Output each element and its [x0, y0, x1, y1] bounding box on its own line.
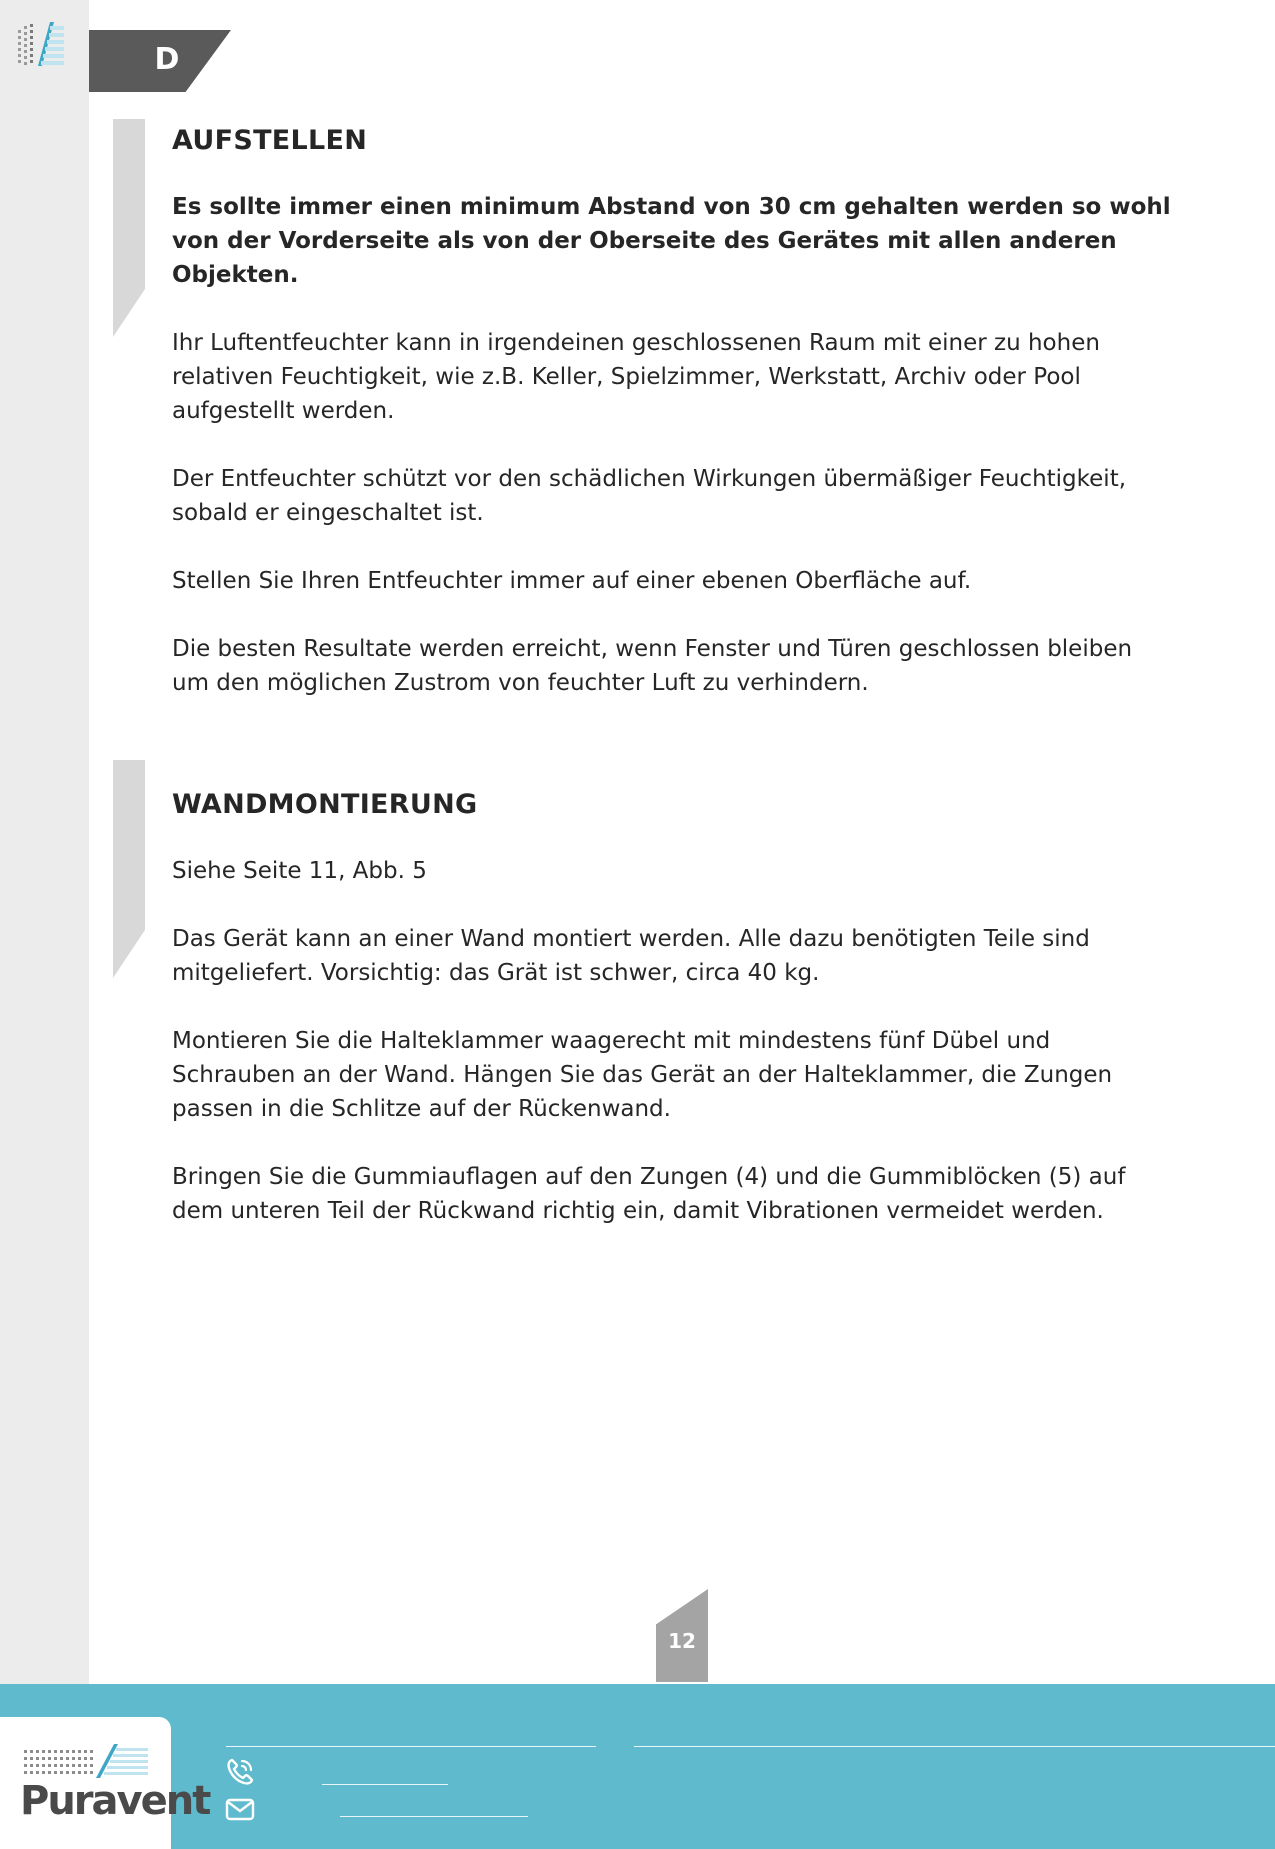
puravent-mark-icon [16, 22, 66, 70]
page-content [172, 122, 1172, 1228]
phone-icon [224, 1756, 256, 1788]
language-tab-label: D [154, 42, 180, 77]
paragraph: Es sollte immer einen minimum Abstand von 30 cm gehalten werden so wohl von der Vorderseite als von der Oberseite des Gerätes mit allen anderen Objekten. [172, 194, 1171, 288]
paragraph: Das Gerät kann an einer Wand montiert werden. Alle dazu benötigten Teile sind mitgeliefert. Vorsichtig: das Grät ist schwer, circa 40 kg. [172, 926, 1090, 986]
paragraph: Montieren Sie die Halteklammer waagerecht mit mindestens fünf Dübel und Schrauben an der Wand. Hängen Sie das Gerät an der Halteklammer, die Zungen passen in die Schlitze auf der Rückenwand. [172, 1028, 1113, 1122]
puravent-logo-icon [22, 1744, 152, 1780]
footer-brand-name: Puravent [20, 1778, 210, 1824]
paragraph: Ihr Luftentfeuchter kann in irgendeinen geschlossenen Raum mit einer zu hohen relativen Feuchtigkeit, wie z.B. Keller, Spielzimmer, Werkstatt, Archiv oder Pool aufgestellt werden. [172, 330, 1100, 424]
section-heading: WANDMONTIERUNG [172, 789, 478, 820]
mail-icon [224, 1793, 256, 1825]
footer-contact-line [322, 1784, 448, 1785]
section-heading: AUFSTELLEN [172, 125, 368, 156]
paragraph: Siehe Seite 11, Abb. 5 [172, 858, 427, 884]
footer-divider [634, 1746, 1275, 1747]
paragraph: Bringen Sie die Gummiauflagen auf den Zungen (4) und die Gummiblöcken (5) auf dem unteren Teil der Rückwand richtig ein, damit Vibrationen vermeidet werden. [172, 1164, 1126, 1224]
paragraph: Die besten Resultate werden erreicht, wenn Fenster und Türen geschlossen bleiben um den möglichen Zustrom von feuchter Luft zu verhindern. [172, 636, 1133, 696]
section-marker-wandmontierung [113, 760, 145, 978]
footer-contact-line [340, 1816, 528, 1817]
section-wandmontierung [172, 786, 1172, 1228]
footer-divider [226, 1746, 596, 1747]
section-aufstellen [172, 122, 1172, 700]
left-margin-strip [0, 0, 89, 1684]
paragraph: Der Entfeuchter schützt vor den schädlichen Wirkungen übermäßiger Feuchtigkeit, sobald er eingeschaltet ist. [172, 466, 1127, 526]
paragraph: Stellen Sie Ihren Entfeuchter immer auf einer ebenen Oberfläche auf. [172, 568, 972, 594]
section-marker-aufstellen [113, 119, 145, 337]
page-number: 12 [668, 1629, 696, 1653]
